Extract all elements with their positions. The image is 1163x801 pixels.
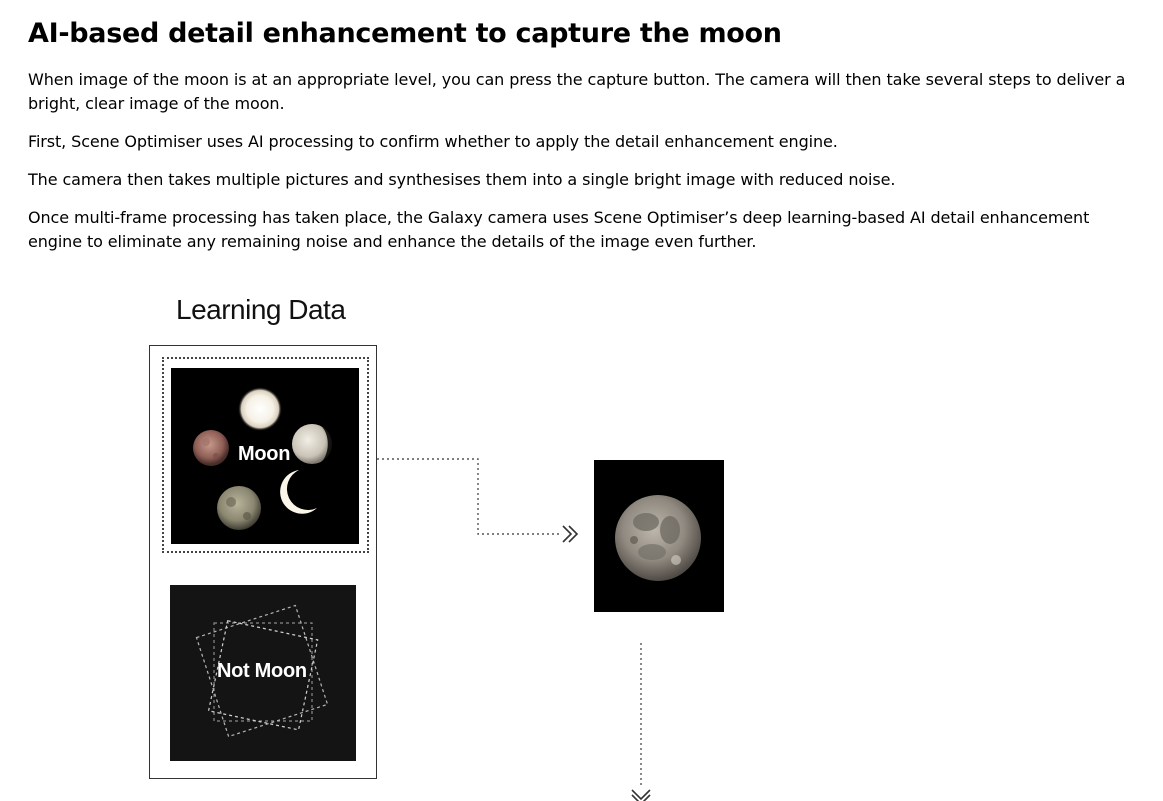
learning-data-title: Learning Data [176,294,346,325]
not-moon-label: Not Moon [217,660,307,682]
paragraph-intro: When image of the moon is at an appropriate level, you can press the capture button. The camera will then take several steps to deliver a bright, clear image of the moon. [28,70,1126,113]
double-chevron-right-icon [563,526,571,542]
paragraph-multi-frame: The camera then takes multiple pictures and synthesises them into a single bright image with reduced noise. [28,170,896,189]
paragraph-detail-enhancement: Once multi-frame processing has taken place, the Galaxy camera uses Scene Optimiser’s deep learning-based AI detail enhancement engine to eliminate any remaining noise and enhance the details of the image even further. [28,208,1090,251]
detected-moon-image [594,460,724,612]
moon-to-output-connector [377,459,562,534]
article-heading: AI-based detail enhancement to capture the moon [28,18,782,49]
full-moon-graphic [594,460,724,612]
moon-label: Moon [238,443,291,465]
paragraph-scene-optimiser: First, Scene Optimiser uses AI processing to confirm whether to apply the detail enhancement engine. [28,132,838,151]
